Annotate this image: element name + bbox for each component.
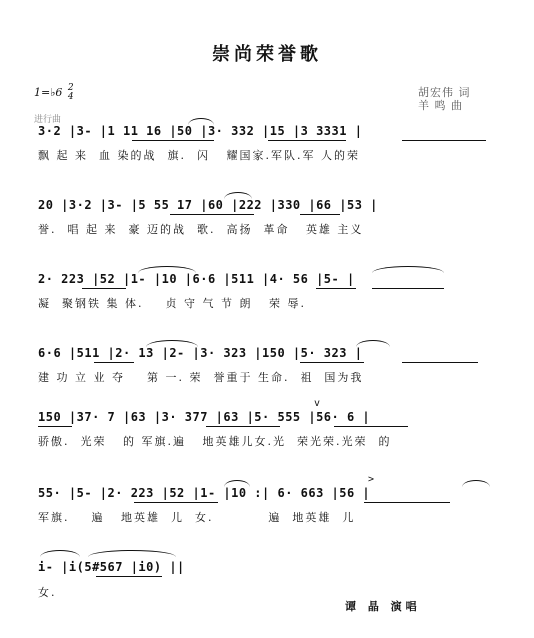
notation-row-3: 2· 223 |52 |1- |10 |6·6 |511 |4· 56 |5- | (38, 272, 355, 286)
slur-mark (224, 192, 252, 199)
beam-line (402, 140, 486, 141)
lyrics-row-7: 女. (38, 586, 57, 599)
beam-line (94, 362, 134, 363)
beam-line (134, 502, 218, 503)
lyrics-row-4: 建 功 立 业 夺 第 一. 荣 誉重于 生命. 祖 国为我 (38, 371, 364, 384)
beam-line (300, 362, 364, 363)
time-signature (68, 84, 74, 102)
notation-row-2: 20 |3·2 |3- |5 55 17 |60 |222 |330 |66 |53 | (38, 198, 378, 212)
beam-line (402, 362, 478, 363)
slur-mark (372, 266, 444, 273)
slur-mark (462, 480, 490, 487)
notation-row-1: 3·2 |3- |1 11 16 |50 |3· 332 |15 |3 3331 | (38, 124, 363, 138)
lyrics-row-3: 凝 聚钢铁 集 体. 贞 守 气 节 朗 荣 辱. (38, 297, 306, 310)
beam-line (334, 426, 408, 427)
accent-mark: > (368, 474, 375, 485)
key-label: 1=♭6 (34, 86, 63, 99)
notation-row-6: 55· |5- |2· 223 |52 |1- |10 :| 6· 663 |56 | (38, 486, 371, 500)
notation-row-7: i- |i(5#567 |i0) || (38, 560, 185, 574)
slur-mark (138, 266, 196, 273)
lyrics-row-1: 飘 起 来 血 染的战 旗. 闪 耀国家.军队.军 人的荣 (38, 149, 360, 162)
beam-line (96, 576, 162, 577)
performer-credit: 谭 晶 演唱 (345, 600, 421, 613)
beam-line (38, 426, 72, 427)
beam-line (300, 214, 340, 215)
beam-line (372, 288, 444, 289)
notation-row-4: 6·6 |511 |2· 13 |2- |3· 323 |150 |5· 323 | (38, 346, 363, 360)
beam-line (82, 288, 126, 289)
beam-line (132, 140, 214, 141)
lyrics-row-5: 骄傲. 光荣 的 军旗.遍 地英雄儿女.光 荣光荣.光荣 的 (38, 435, 392, 448)
time-bottom: 4 (67, 92, 74, 102)
accent-mark: v (314, 398, 321, 409)
composer-credit: 羊 鸣 曲 (418, 99, 463, 112)
beam-line (364, 502, 450, 503)
slur-mark (188, 118, 214, 125)
lyrics-row-6: 军旗. 遍 地英雄 儿 女. 遍 地英雄 儿 (38, 511, 356, 524)
key-signature (34, 84, 74, 102)
tempo-marking: 进行曲 (34, 115, 62, 125)
slur-mark (88, 550, 176, 557)
song-title: 崇尚荣誉歌 (212, 44, 322, 65)
beam-line (268, 140, 346, 141)
beam-line (170, 214, 254, 215)
notation-row-5: 150 |37· 7 |63 |3· 377 |63 |5· 555 |56· 6 | (38, 410, 371, 424)
slur-mark (40, 550, 80, 557)
lyricist-credit: 胡宏伟 词 (418, 86, 471, 99)
time-top: 2 (67, 83, 74, 93)
lyrics-row-2: 誉. 唱 起 来 豪 迈的战 歌. 高扬 革命 英雄 主义 (38, 223, 364, 236)
slur-mark (356, 340, 390, 347)
beam-line (206, 426, 280, 427)
beam-line (316, 288, 356, 289)
slur-mark (224, 480, 250, 487)
slur-mark (146, 340, 198, 347)
